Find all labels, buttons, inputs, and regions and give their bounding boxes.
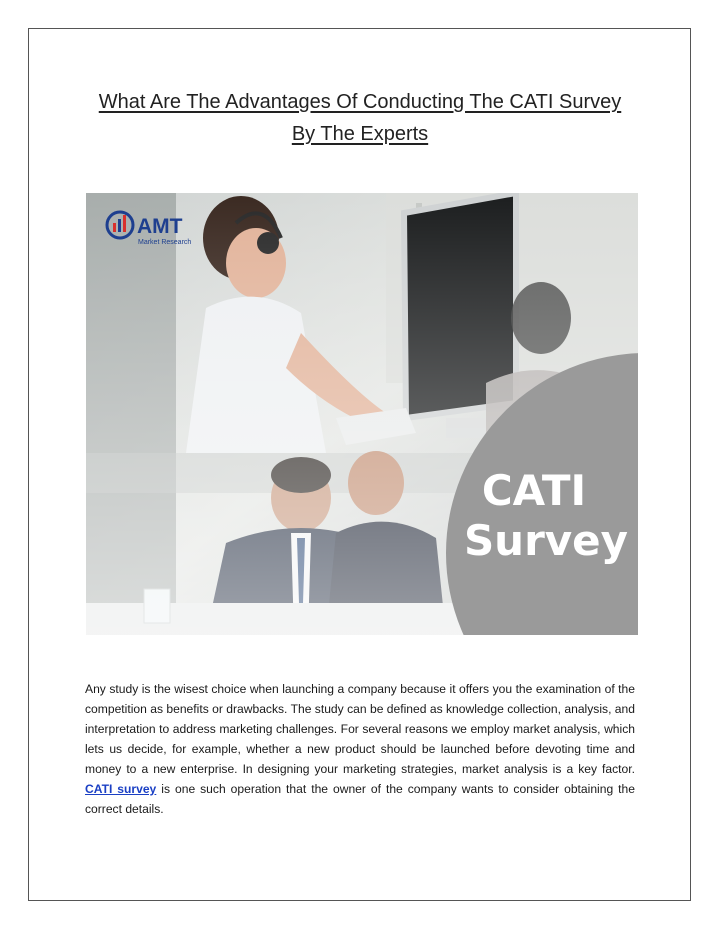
paragraph-text-2: is one such operation that the owner of the company wants to consider obtaining the correct details.	[85, 782, 635, 816]
banner-line-1: CATI	[481, 466, 587, 515]
logo-subtext: Market Research	[138, 239, 192, 246]
title-line-2: By The Experts	[291, 123, 429, 145]
paragraph-text-1: Any study is the wisest choice when launching a company because it offers you the examination of the competition as benefits or drawbacks. The study can be defined as knowledge collection, analysis, and interpretation to address marketing challenges. For several reasons we employ market analysis, which lets us decide, for example, whether a new product should be launched before devoting time and money to a new enterprise. In designing your marketing strategies, market analysis is a key factor.	[85, 682, 635, 776]
body-paragraph	[85, 679, 635, 819]
logo-text: AMT	[137, 215, 183, 238]
banner-line-2: Survey	[463, 516, 629, 565]
cati-survey-link[interactable]: CATI survey	[85, 782, 157, 796]
hero-image	[86, 193, 638, 635]
page-title	[60, 86, 660, 150]
title-line-1: What Are The Advantages Of Conducting The CATI Survey	[98, 91, 622, 113]
